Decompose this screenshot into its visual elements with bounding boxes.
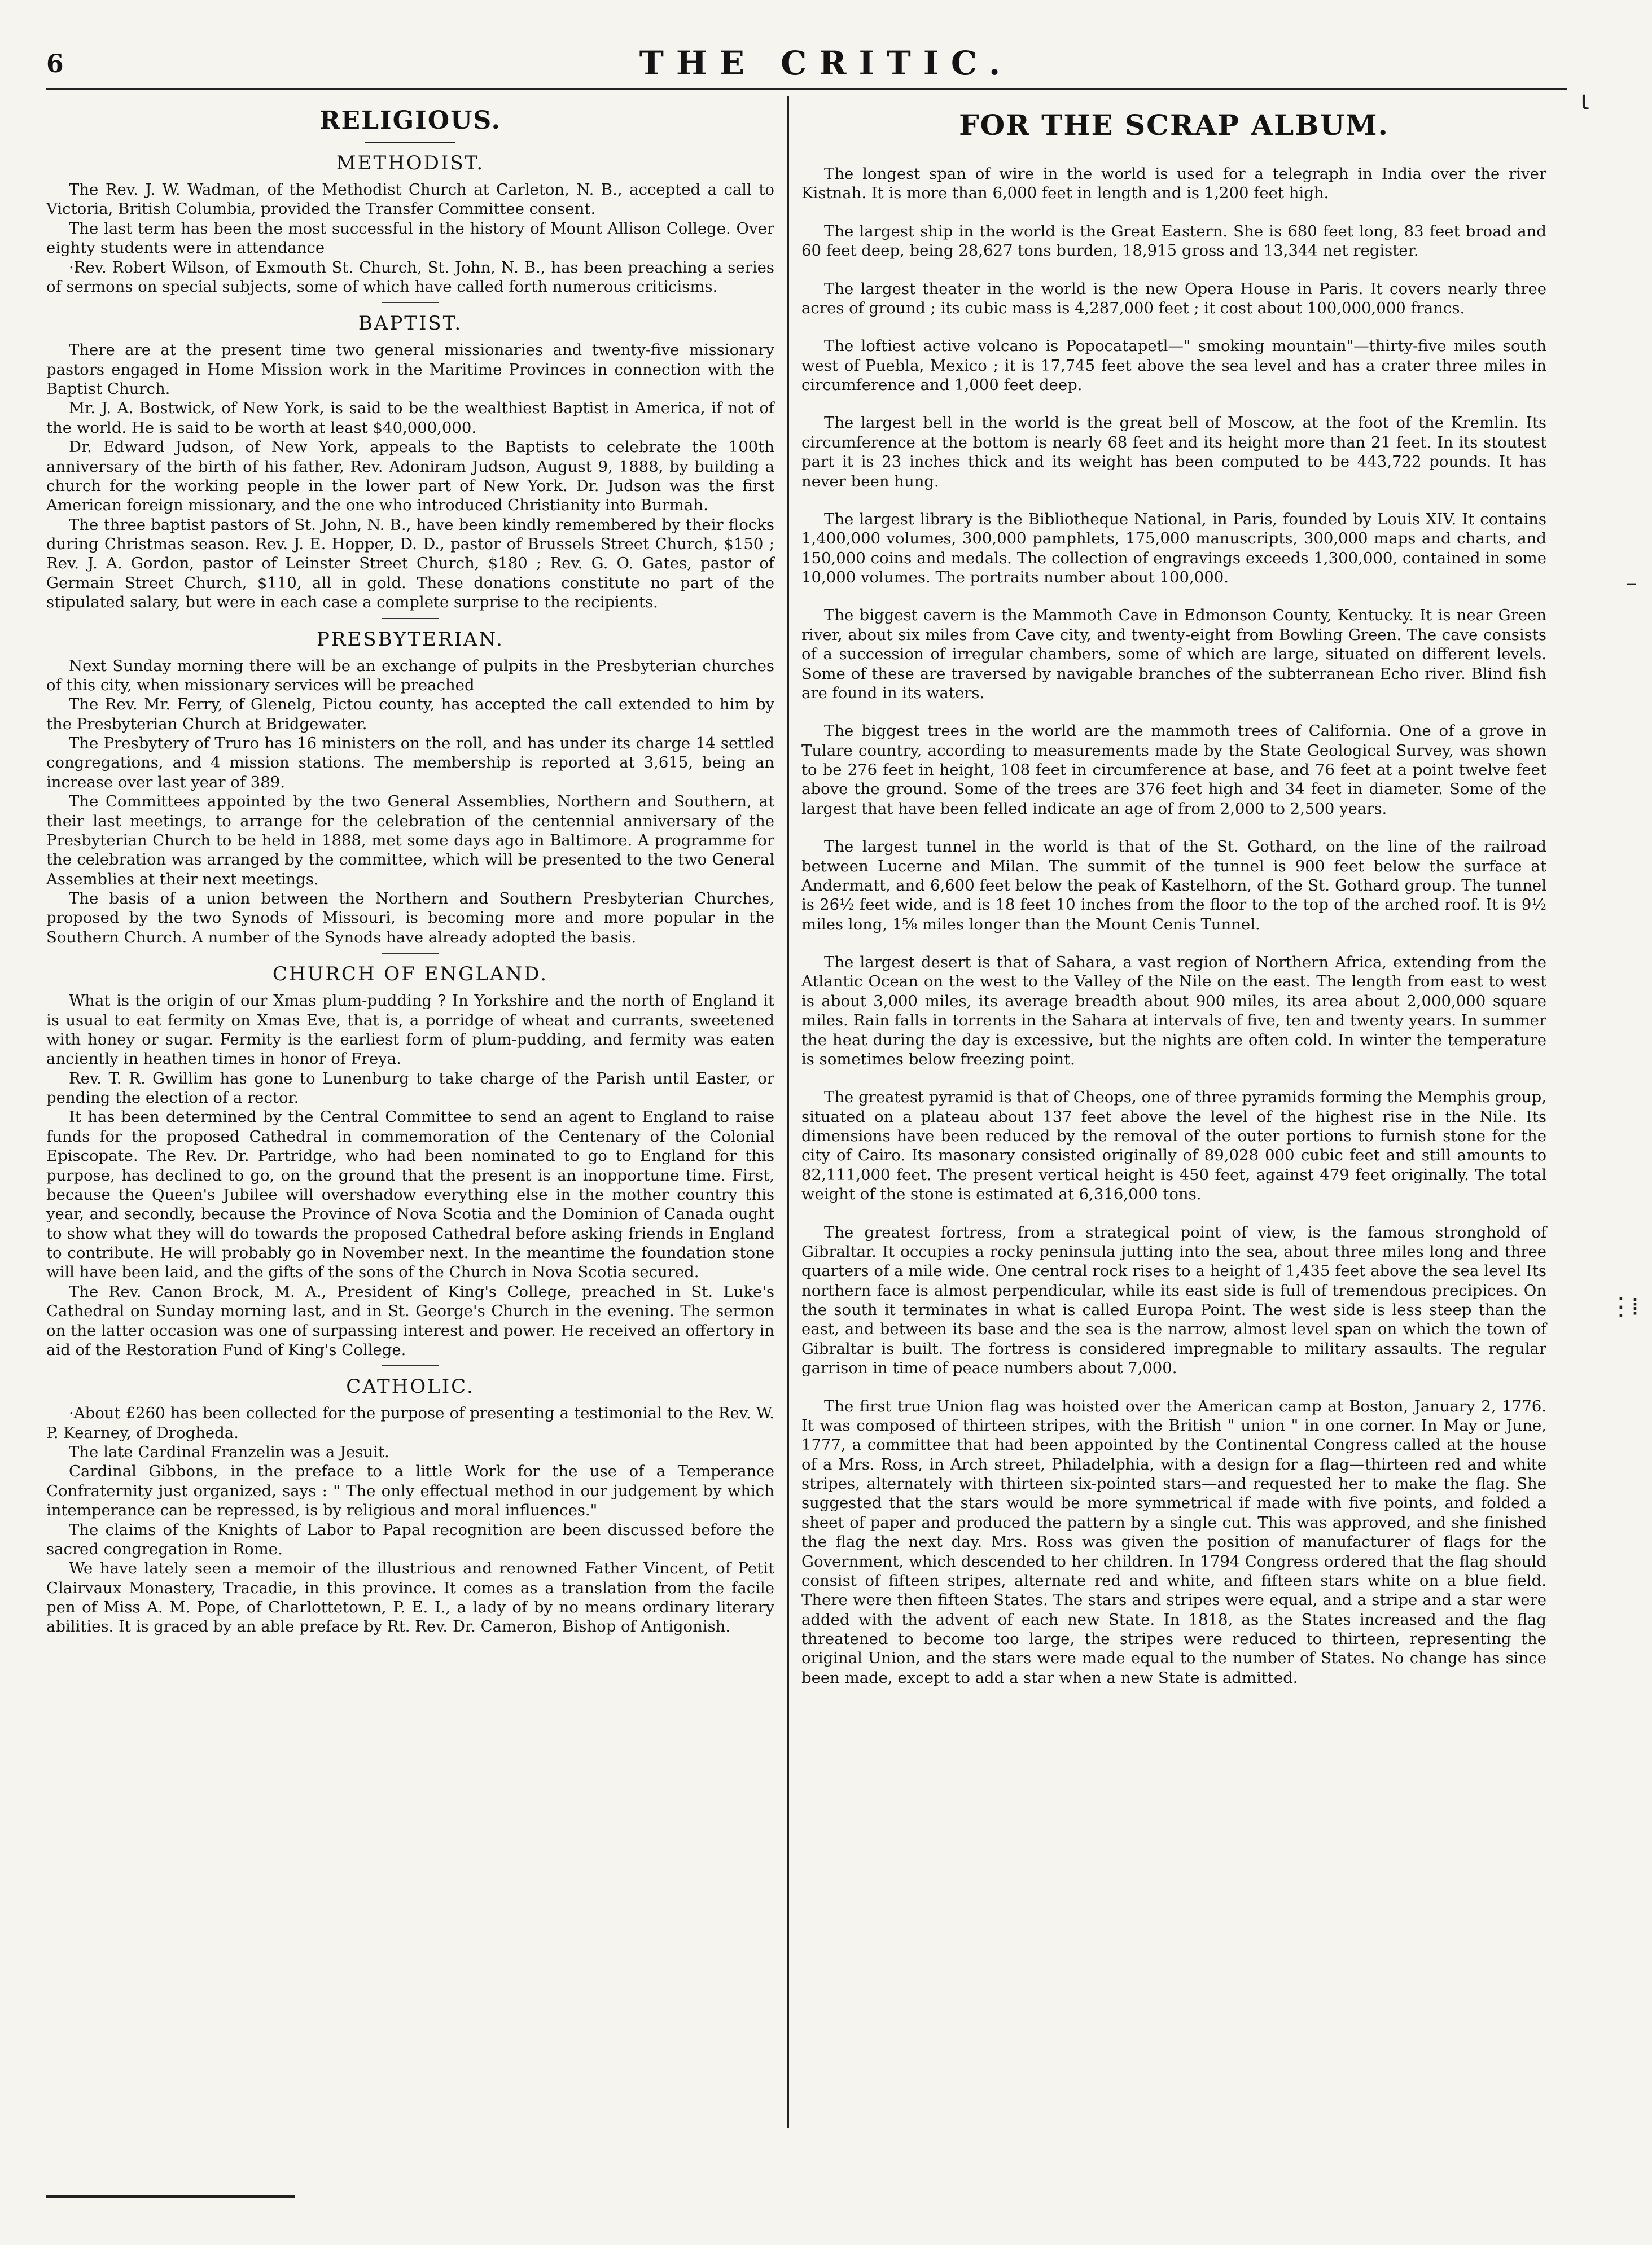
religious-heading: RELIGIOUS. <box>319 106 501 135</box>
church-of-england-heading: CHURCH OF ENGLAND. <box>272 963 549 986</box>
scrap-album-paragraph: The largest theater in the world is the new Opera House in Paris. It covers nearly three acres of ground ; its cubic mass is 4,287,000 feet ; it cost about 100,000,000 francs. <box>801 279 1546 317</box>
baptist-paragraph: Mr. J. A. Bostwick, of New York, is said to be the wealthiest Baptist in America, if not of the world. He is said to be worth at least $40,000,000. <box>46 399 774 437</box>
section-rule <box>382 618 439 619</box>
scrap-album-paragraph: The biggest cavern is the Mammoth Cave in Edmonson County, Kentucky. It is near Green river, about six miles from Cave city, and twenty-eight from Bowling Green. The cave consists of a succession of irregular chambers, some of which are large, situated on different levels. Some of these are traversed by navigable branches of the subterranean Echo river. Blind fish are found in its waters. <box>801 606 1546 702</box>
church-of-england-paragraph: Rev. T. R. Gwillim has gone to Lunenburg to take charge of the Parish until Easter, or pending the election of a rector. <box>46 1069 774 1107</box>
scrap-album-paragraph: The greatest fortress, from a strategical point of view, is the famous stronghold of Gibraltar. It occupies a rocky peninsula jutting into the sea, about three miles long and three quarters of a mile wide. One central rock rises to a height of 1,435 feet above the sea level Its northern face is almost perpendicular, while its east side is full of tremendous precipices. On the south it terminates in what is called Europa Point. The west side is less steep than the east, and between its base and the sea is the narrow, almost level span on which the town of Gibraltar is built. The fortress is considered impregnable to military assaults. The regular garrison in time of peace numbers about 7,000. <box>801 1223 1546 1378</box>
presbyterian-heading: PRESBYTERIAN. <box>317 628 504 651</box>
scrap-album-paragraph: The biggest trees in the world are the mammoth trees of California. One of a grove in Tulare country, according to measurements made by the State Geological Survey, was shown to be 276 feet in height, 108 feet in circumference at base, and 76 feet at a point twelve feet above the ground. Some of the trees are 376 feet high and 34 feet in diameter. Some of the largest that have been felled indicate an age of from 2,000 to 2,500 years. <box>801 722 1546 818</box>
catholic-paragraph: The claims of the Knights of Labor to Papal recognition are been discussed before the sacred congregation in Rome. <box>46 1520 774 1558</box>
presbyterian-paragraph: The Committees appointed by the two General Assemblies, Northern and Southern, at their last meetings, to arrange for the celebration of the centennial anniversary of the Presbyterian Church to be held in 1888, met some days ago in Baltimore. A programme for the celebration was arranged by the committee, which will be presented to the two General Assemblies at their next meetings. <box>46 792 774 888</box>
scrap-album-paragraph: The longest span of wire in the world is used for a telegraph in India over the river Kistnah. It is more than 6,000 feet in length and is 1,200 feet high. <box>801 165 1546 203</box>
column-divider <box>787 96 789 2128</box>
page-number: 6 <box>46 50 64 78</box>
baptist-paragraph: The three baptist pastors of St. John, N. B., have been kindly remembered by their flocks during Christmas season. Rev. J. E. Hopper, D. D., pastor of Brussels Street Church, $150 ; Rev. J. A. Gordon, pastor of Leinster Street Church, $180 ; Rev. G. O. Gates, pastor of Germain Street Church, $110, all in gold. These donations constitute no part of the stipulated salary, but were in each case a complete surprise to the recipients. <box>46 515 774 612</box>
margin-mark: – <box>1625 570 1637 596</box>
catholic-paragraph: The late Cardinal Franzelin was a Jesuit. <box>69 1443 389 1461</box>
catholic-paragraph: Cardinal Gibbons, in the preface to a little Work for the use of a Temperance Confraternity just organized, says : " The only effectual method in our judgement by which intemperance can be repressed, is by religious and moral influences." <box>46 1462 774 1520</box>
scrap-album-paragraph: The loftiest active volcano is Popocatapetl—" smoking mountain"—thirty-five miles south west of Puebla, Mexico ; it is 17,745 feet above the sea level and has a crater three miles in circumference and 1,000 feet deep. <box>801 337 1546 394</box>
scrap-album-paragraph: The first true Union flag was hoisted over the American camp at Boston, January 2, 1776. It was composed of thirteen stripes, with the British " union " in one corner. In May or June, 1777, a committee that had been appointed by the Continental Congress called at the house of a Mrs. Ross, in Arch street, Philadelphia, with a design for a flag—thirteen red and white stripes, alternately with thirteen six-pointed stars—and requested her to make the flag. She suggested that the stars would be more symmetrical if made with five points, and folded a sheet of paper and produced the pattern by a single cut. This was approved, and she finished the flag the next day. Mrs. Ross was given the position of manufacturer of flags for the Government, which descended to her children. In 1794 Congress ordered that the flag should consist of fifteen stripes, alternate red and white, and fifteen stars white on a blue field. There were then fifteen States. The stars and stripes were equal, and a stripe and a star were added with the advent of each new State. In 1818, as the States increased and the flag threatened to become too large, the stripes were reduced to thirteen, representing the original Union, and the stars were made equal to the number of States. No change has since been made, except to add a star when a new State is admitted. <box>801 1397 1546 1687</box>
church-of-england-paragraph: It has been determined by the Central Committee to send an agent to England to raise funds for the proposed Cathedral in commemoration of the Centenary of the Colonial Episcopate. The Rev. Dr. Partridge, who had been nominated to go to England for this purpose, has declined to go, on the ground that the present is an inopportune time. First, because the Queen's Jubilee will overshadow everything else in the mother country this year, and secondly, because the Province of Nova Scotia and the Dominion of Canada ought to show what they will do towards the proposed Cathedral before asking friends in England to contribute. He will probably go in November next. In the meantime the foundation stone will have been laid, and the gifts of the sons of the Church in Nova Scotia secured. <box>46 1108 774 1282</box>
scrap-album-paragraph: The largest tunnel in the world is that of the St. Gothard, on the line of the railroad between Lucerne and Milan. The summit of the tunnel is 900 feet below the surface at Andermatt, and 6,600 feet below the peak of Kastelhorn, of the St. Gothard group. The tunnel is 26½ feet wide, and is 18 feet 10 inches from the floor to the top of the arched roof. It is 9½ miles long, 1⅝ miles longer than the Mount Cenis Tunnel. <box>801 838 1546 933</box>
church-of-england-paragraph: The Rev. Canon Brock, M. A., President of King's College, preached in St. Luke's Cathedral on Sunday morning last, and in St. George's Church in the evening. The sermon on the latter occasion was one of surpassing interest and power. He received an offertory in aid of the Restoration Fund of King's College. <box>46 1282 774 1359</box>
methodist-paragraph: The last term has been the most successful in the history of Mount Allison College. Over eighty students were in attendance <box>46 219 774 257</box>
baptist-paragraph: There are at the present time two general missionaries and twenty-five missionary pastors engaged in Home Mission work in the Maritime Provinces in connection with the Baptist Church. <box>46 341 774 398</box>
section-rule <box>365 142 455 143</box>
church-of-england-paragraph: What is the origin of our Xmas plum-pudding ? In Yorkshire and the north of England it is usual to eat fermity on Xmas Eve, that is, a porridge of wheat and currants, sweetened with honey or sugar. Fermity is the earliest form of plum-pudding, and fermity was eaten anciently in heathen times in honor of Freya. <box>46 992 774 1068</box>
margin-mark: ⋮⁞ <box>1609 1292 1637 1321</box>
presbyterian-paragraph: The Presbytery of Truro has 16 ministers on the roll, and has under its charge 14 settled congregations, and 4 mission stations. The membership is reported at 3,615, being an increase over last year of 389. <box>46 734 774 791</box>
section-rule <box>382 1365 439 1366</box>
presbyterian-paragraph: The basis of a union between the Northern and Southern Presbyterian Churches, proposed by the two Synods of Missouri, is becoming more and more popular in the Southern Church. A number of the Synods have already adopted the basis. <box>46 889 774 946</box>
scrap-album-paragraph: The greatest pyramid is that of Cheops, one of three pyramids forming the Memphis group, situated on a plateau about 137 feet above the level of the highest rise in the Nile. Its dimensions have been reduced by the removal of the outer portions to furnish stone for the city of Cairo. Its masonary consisted originally of 89,028 000 cubic feet and still amounts to 82,111,000 feet. The present vertical height is 450 feet, against 479 feet originally. The total weight of the stone is estimated at 6,316,000 tons. <box>801 1088 1546 1204</box>
right-column <box>801 96 1546 1706</box>
header-rule <box>46 88 1567 90</box>
presbyterian-paragraph: The Rev. Mr. Ferry, of Glenelg, Pictou county, has accepted the call extended to him by the Presbyterian Church at Bridgewater. <box>46 695 774 733</box>
scrap-album-paragraph: The largest desert is that of Sahara, a vast region of Northern Africa, extending from the Atlantic Ocean on the west to the Valley of the Nile on the east. The length from east to west is about 3,000 miles, its average breadth about 900 miles, its area about 2,000,000 square miles. Rain falls in torrents in the Sahara at intervals of five, ten and twenty years. In summer the heat during the day is excessive, but the nights are often cold. In winter the temperature is sometimes below freezing point. <box>801 953 1546 1068</box>
methodist-paragraph: ·Rev. Robert Wilson, of Exmouth St. Church, St. John, N. B., has been preaching a series of sermons on special subjects, some of which have called forth numerous criticisms. <box>46 258 774 296</box>
footer-rule <box>46 2195 295 2198</box>
baptist-paragraph: Dr. Edward Judson, of New York, appeals to the Baptists to celebrate the 100th anniversary of the birth of his father, Rev. Adoniram Judson, August 9, 1888, by building a church for the working people in the lower part of New York. Dr. Judson was the first American foreign missionary, and the one who introduced Christianity into Burmah. <box>46 438 774 515</box>
baptist-heading: BAPTIST. <box>358 312 463 335</box>
catholic-paragraph: We have lately seen a memoir of the illustrious and renowned Father Vincent, of Petit Clairvaux Monastery, Tracadie, in this province. It comes as a translation from the facile pen of Miss A. M. Pope, of Charlottetown, P. E. I., a lady of by no means ordinary literary abilities. It is graced by an able preface by Rt. Rev. Dr. Cameron, Bishop of Antigonish. <box>46 1559 774 1636</box>
scrap-album-paragraph: The largest bell in the world is the great bell of Moscow, at the foot of the Kremlin. Its circumference at the bottom is nearly 68 feet and its height more than 21 feet. In its stoutest part it is 23 inches thick and its weight has been computed to be 443,722 pounds. It has never been hung. <box>801 414 1546 490</box>
catholic-paragraph: ·About £260 has been collected for the purpose of presenting a testimonial to the Rev. W. P. Kearney, of Drogheda. <box>46 1404 774 1442</box>
scrap-album-heading: FOR THE SCRAP ALBUM. <box>959 108 1389 142</box>
presbyterian-paragraph: Next Sunday morning there will be an exchange of pulpits in the Presbyterian churches of this city, when missionary services will be preached <box>46 656 774 694</box>
masthead-title: THE CRITIC. <box>639 44 1013 82</box>
margin-mark: ɩ <box>1580 85 1590 116</box>
left-column <box>46 96 774 1637</box>
section-rule <box>382 953 439 954</box>
scrap-album-paragraph: The largest ship in the world is the Great Eastern. She is 680 feet long, 83 feet broad and 60 feet deep, being 28,627 tons burden, 18,915 gross and 13,344 net register. <box>801 222 1546 260</box>
methodist-paragraph: The Rev. J. W. Wadman, of the Methodist Church at Carleton, N. B., accepted a call to Victoria, British Columbia, provided the Transfer Committee consent. <box>46 181 774 218</box>
methodist-heading: METHODIST. <box>336 152 485 174</box>
catholic-heading: CATHOLIC. <box>346 1375 475 1398</box>
scrap-album-paragraph: The largest library is the Bibliotheque National, in Paris, founded by Louis XIV. It contains 1,400,000 volumes, 300,000 pamphlets, 175,000 manuscripts, 300,000 maps and charts, and 150,000 coins and medals. The collection of engravings exceeds 1,300,000, contained in some 10,000 volumes. The portraits number about 100,000. <box>801 510 1546 586</box>
section-rule <box>382 302 439 303</box>
